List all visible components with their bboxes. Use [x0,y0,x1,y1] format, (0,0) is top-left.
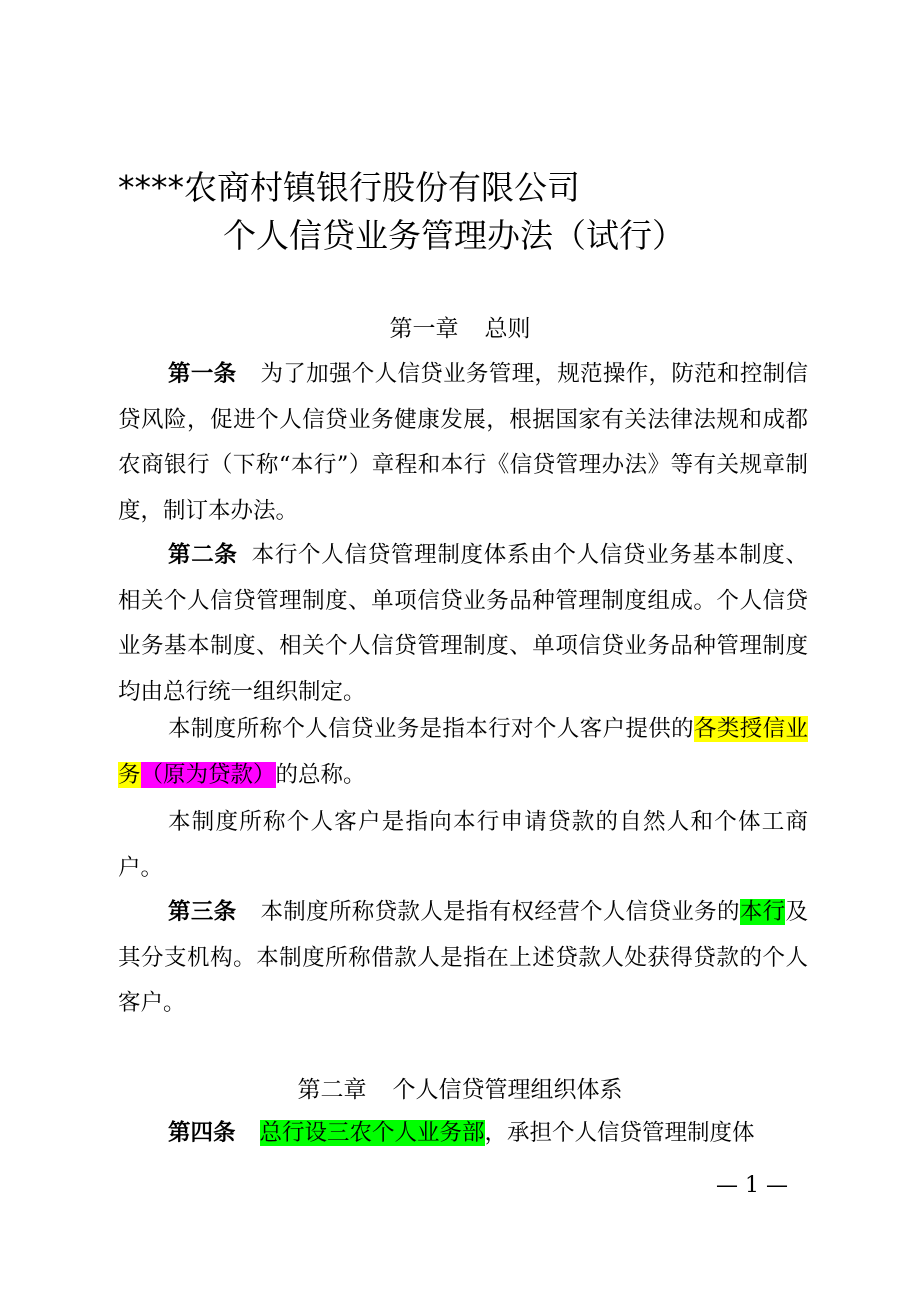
highlight-magenta: （原为贷款） [140,761,276,788]
article-3 [118,890,808,1027]
document-title-line1: ****农商村镇银行股份有限公司 [118,168,580,207]
article-label: 第一条 [168,361,237,387]
highlight-green: 总行设三农个人业务部 [259,1120,485,1146]
article-text: 及其分支机构。本制度所称借款人是指在上述贷款人处获得贷款的个人客户。 [118,899,808,1017]
chapter-label: 第二章 [297,1077,367,1103]
chapter-name: 个人信贷管理组织体系 [392,1077,623,1103]
article-label: 第二条 [168,542,238,568]
highlight-yellow: 各类授信业务 [118,716,808,788]
article-text: 本制度所称贷款人是指有权经营个人信贷业务的 [260,899,740,925]
article-text: 为了加强个人信贷业务管理，规范操作，防范和控制信贷风险，促进个人信贷业务健康发展，根据国家有关法律法规和成都农商银行（下称“本行”）章程和本行《信贷管理办法》等有关规章制度，制订本办法。 [118,361,808,524]
article-text: ，承担个人信贷管理制度体 [484,1120,755,1146]
document-title-line2: 个人信贷业务管理办法（试行） [223,216,685,255]
article-text: 本行个人信贷管理制度体系由个人信贷业务基本制度、相关个人信贷管理制度、单项信贷业务品种管理制度组成。个人信贷业务基本制度、相关个人信贷管理制度、单项信贷业务品种管理制度均由总行统一组织制定。 [118,542,808,705]
article-label: 第三条 [168,899,237,925]
article-label: 第四条 [168,1120,236,1146]
paragraph-text: 本制度所称个人信贷业务是指本行对个人客户提供的 [168,716,694,742]
article-4 [118,1111,808,1157]
paragraph-text: 本制度所称个人客户是指向本行申请贷款的自然人和个体工商户。 [118,809,808,881]
chapter-name: 总则 [484,316,531,342]
highlight-green: 本行 [739,899,786,925]
chapter-label: 第一章 [389,316,459,342]
chapter-heading-1 [0,314,920,344]
paragraph-personal-credit-definition [118,707,808,798]
page-number-text: — 1 — [716,1173,788,1198]
paragraph-text: 的总称。 [275,761,366,788]
article-2 [118,533,808,715]
article-1 [118,352,808,534]
chapter-heading-2 [0,1075,920,1105]
page-number [0,1172,920,1200]
paragraph-personal-customer-definition [118,800,808,891]
